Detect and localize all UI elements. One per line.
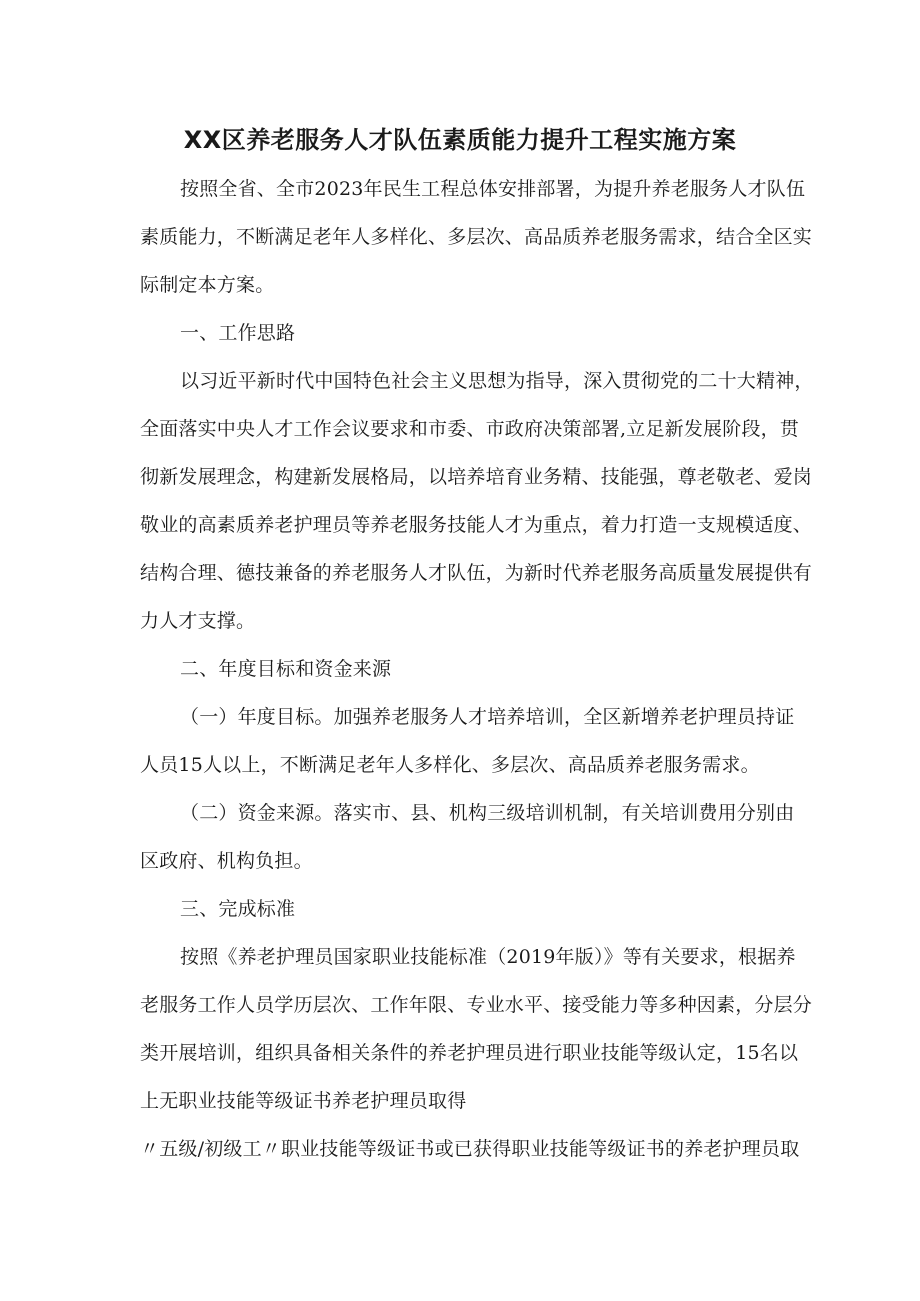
paragraph-line: 〃五级/初级工〃职业技能等级证书或已获得职业技能等级证书的养老护理员取 xyxy=(140,1138,800,1160)
paragraph-line: 彻新发展理念，构建新发展格局，以培养培育业务精、技能强，尊老敬老、爱岗 xyxy=(140,466,813,488)
paragraph-line: 人员15人以上，不断满足老年人多样化、多层次、高品质养老服务需求。 xyxy=(140,754,760,776)
paragraph-line: 全面落实中央人才工作会议要求和市委、市政府决策部署,立足新发展阶段，贯 xyxy=(140,418,800,440)
paragraph-line: 结构合理、德技兼备的养老服务人才队伍，为新时代养老服务高质量发展提供有 xyxy=(140,562,813,584)
paragraph-line: 类开展培训，组织具备相关条件的养老护理员进行职业技能等级认定，15名以 xyxy=(140,1042,799,1064)
paragraph-line: 际制定本方案。 xyxy=(140,274,275,296)
paragraph-line: 力人才支撑。 xyxy=(140,610,256,632)
paragraph-line: 按照全省、全市2023年民生工程总体安排部署，为提升养老服务人才队伍 xyxy=(180,178,806,200)
paragraph-line: 老服务工作人员学历层次、工作年限、专业水平、接受能力等多种因素，分层分 xyxy=(140,994,813,1016)
paragraph-line: （二）资金来源。落实市、县、机构三级培训机制，有关培训费用分别由 xyxy=(180,802,795,824)
paragraph-line: 按照《养老护理员国家职业技能标准（2019年版）》等有关要求，根据养 xyxy=(180,946,796,968)
paragraph-line: （一）年度目标。加强养老服务人才培养培训，全区新增养老护理员持证 xyxy=(180,706,795,728)
paragraph-line: 敬业的高素质养老护理员等养老服务技能人才为重点，着力打造一支规模适度、 xyxy=(140,514,813,536)
document-title: XX区养老服务人才队伍素质能力提升工程实施方案 xyxy=(183,126,737,154)
section-heading: 三、完成标准 xyxy=(180,898,296,920)
paragraph-line: 上无职业技能等级证书养老护理员取得 xyxy=(140,1090,467,1112)
paragraph-line: 以习近平新时代中国特色社会主义思想为指导，深入贯彻党的二十大精神， xyxy=(180,370,814,392)
paragraph-line: 素质能力，不断满足老年人多样化、多层次、高品质养老服务需求，结合全区实 xyxy=(140,226,813,248)
section-heading: 一、工作思路 xyxy=(180,322,296,344)
section-heading: 二、年度目标和资金来源 xyxy=(180,658,392,680)
paragraph-line: 区政府、机构负担。 xyxy=(140,850,313,872)
